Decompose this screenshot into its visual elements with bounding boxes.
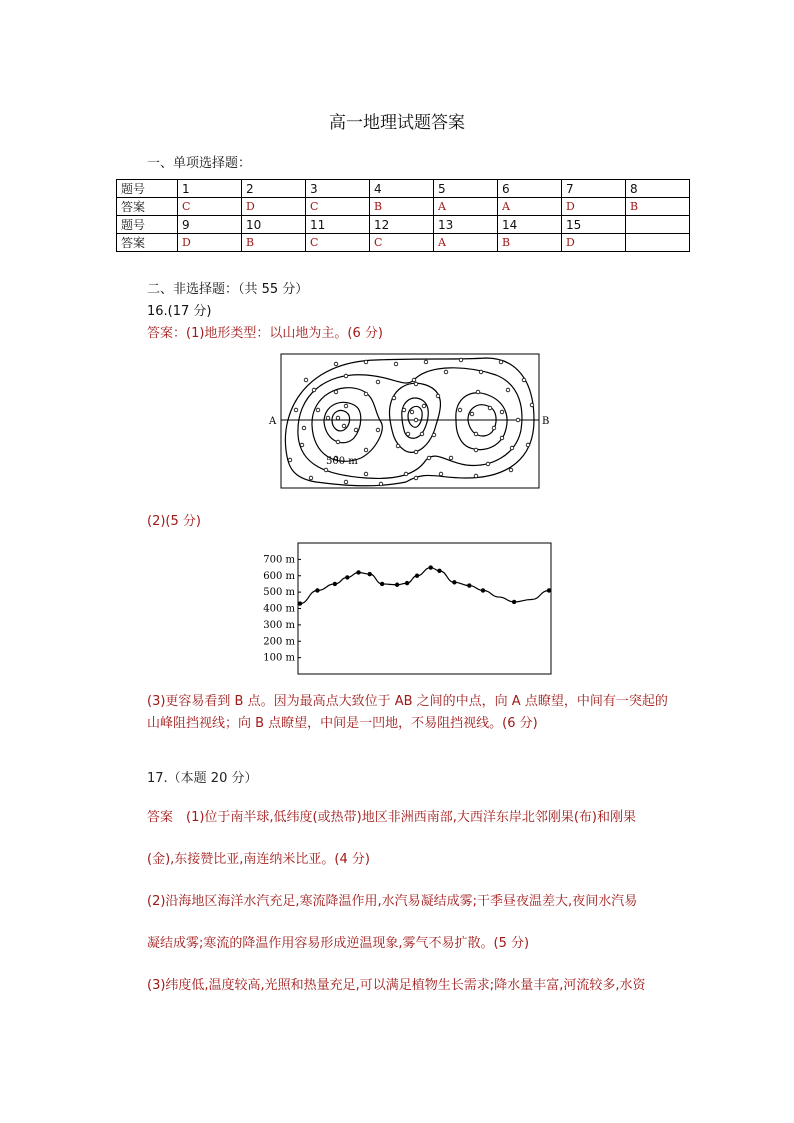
- contour-marker: [488, 406, 492, 410]
- contour-marker: [300, 443, 304, 447]
- section-heading-nonchoice: 二、非选择题：（共 55 分）: [147, 282, 309, 297]
- y-tick-label: 300 m: [263, 619, 295, 631]
- profile-chart: [262, 540, 554, 678]
- contour-marker: [414, 382, 418, 386]
- contour-marker: [439, 472, 443, 476]
- table-row-header: 答案: [117, 198, 178, 216]
- contour-marker: [412, 378, 416, 382]
- contour-marker: [394, 362, 398, 366]
- answer-cell: B: [626, 198, 690, 216]
- contour-marker: [334, 390, 338, 394]
- q17-p2-line2: 凝结成雾;寒流的降温作用容易形成逆温现象,雾气不易扩散。(5 分): [147, 936, 530, 951]
- contour-marker: [432, 433, 436, 437]
- profile-point: [368, 572, 372, 576]
- contour-marker: [392, 396, 396, 400]
- contour-marker: [376, 428, 380, 432]
- contour-marker: [414, 418, 418, 422]
- contour-marker: [404, 472, 408, 476]
- answer-cell: [626, 234, 690, 252]
- answer-cell: D: [562, 198, 626, 216]
- contour-marker: [304, 378, 308, 382]
- question-number-cell: 4: [370, 180, 434, 198]
- answer-cell: A: [434, 234, 498, 252]
- answer-cell: B: [498, 234, 562, 252]
- question-number-cell: 11: [306, 216, 370, 234]
- contour-marker: [474, 474, 478, 478]
- q17-heading: 17.（本题 20 分）: [147, 771, 258, 786]
- answer-table: [116, 179, 690, 252]
- contour-marker: [334, 362, 338, 366]
- profile-point: [405, 581, 409, 585]
- contour-marker: [379, 482, 383, 486]
- contour-marker: [459, 358, 463, 362]
- contour-marker: [492, 426, 496, 430]
- q16-answer-1: 答案：(1)地形类型：以山地为主。(6 分): [147, 326, 383, 341]
- question-number-cell: 1: [178, 180, 242, 198]
- answer-cell: C: [306, 234, 370, 252]
- q17-p2-line1: (2)沿海地区海洋水汽充足,寒流降温作用,水汽易凝结成雾;干季昼夜温差大,夜间水汽易: [147, 894, 638, 909]
- contour-marker: [522, 378, 526, 382]
- profile-point: [429, 565, 433, 569]
- contour-marker: [414, 450, 418, 454]
- contour-marker: [364, 448, 368, 452]
- contour-marker: [344, 404, 348, 408]
- question-number-cell: 3: [306, 180, 370, 198]
- contour-marker: [376, 380, 380, 384]
- q17-p1-line1: 答案 (1)位于南半球,低纬度(或热带)地区非洲西南部,大西洋东岸北邻刚果(布)和刚果: [147, 810, 636, 825]
- contour-marker: [309, 476, 313, 480]
- answer-cell: C: [178, 198, 242, 216]
- profile-point: [395, 583, 399, 587]
- answer-cell: C: [306, 198, 370, 216]
- question-number-cell: 10: [242, 216, 306, 234]
- answer-cell: D: [562, 234, 626, 252]
- contour-marker: [499, 360, 503, 364]
- profile-point: [512, 600, 516, 604]
- contour-marker: [396, 444, 400, 448]
- q17-p3-line1: (3)纬度低,温度较高,光照和热量充足,可以满足植物生长需求;降水量丰富,河流较多,水资: [147, 978, 646, 993]
- contour-marker: [406, 432, 410, 436]
- profile-point: [415, 574, 419, 578]
- table-row-header: 题号: [117, 216, 178, 234]
- profile-point: [315, 588, 319, 592]
- contour-marker: [444, 370, 448, 374]
- question-number-cell: 7: [562, 180, 626, 198]
- question-number-cell: 9: [178, 216, 242, 234]
- contour-marker: [344, 374, 348, 378]
- q16-answer-2: (2)(5 分): [147, 514, 201, 529]
- contour-marker: [326, 416, 330, 420]
- contour-label-500: 500 m: [326, 456, 358, 467]
- contour-marker: [474, 448, 478, 452]
- profile-series-line: [300, 568, 549, 604]
- y-tick-label: 100 m: [263, 652, 295, 664]
- q16-answer-3-line2: 山峰阻挡视线；向 B 点瞭望，中间是一凹地，不易阻挡视线。(6 分): [147, 716, 538, 731]
- profile-point: [380, 582, 384, 586]
- answer-cell: A: [434, 198, 498, 216]
- contour-marker: [302, 426, 306, 430]
- contour-marker: [436, 394, 440, 398]
- contour-marker: [427, 456, 431, 460]
- table-row-header: 答案: [117, 234, 178, 252]
- contour-marker: [486, 462, 490, 466]
- question-number-cell: 5: [434, 180, 498, 198]
- page-title: 高一地理试题答案: [329, 113, 465, 133]
- contour-marker: [506, 388, 510, 392]
- table-row-header: 题号: [117, 180, 178, 198]
- contour-lines: [285, 358, 534, 486]
- contour-marker: [420, 432, 424, 436]
- contour-marker: [364, 472, 368, 476]
- answer-cell: D: [178, 234, 242, 252]
- contour-marker: [414, 476, 418, 480]
- contour-marker: [516, 418, 520, 422]
- contour-marker: [424, 360, 428, 364]
- profile-point: [547, 588, 551, 592]
- contour-marker: [449, 456, 453, 460]
- answer-cell: A: [498, 198, 562, 216]
- y-tick-label: 400 m: [263, 603, 295, 615]
- question-number-cell: 15: [562, 216, 626, 234]
- contour-marker: [422, 404, 426, 408]
- contour-marker: [470, 412, 474, 416]
- contour-marker: [288, 458, 292, 462]
- contour-map: [266, 350, 550, 492]
- y-tick-label: 700 m: [263, 554, 295, 566]
- question-number-cell: 14: [498, 216, 562, 234]
- profile-point: [356, 570, 360, 574]
- contour-marker: [402, 408, 406, 412]
- y-tick-label: 200 m: [263, 636, 295, 648]
- contour-marker: [336, 440, 340, 444]
- contour-marker: [364, 392, 368, 396]
- q16-answer-3-line1: (3)更容易看到 B 点。因为最高点大致位于 AB 之间的中点，向 A 点瞭望，中间有一突起的: [147, 694, 668, 709]
- contour-marker: [500, 436, 504, 440]
- y-tick-label: 500 m: [263, 587, 295, 599]
- profile-point: [298, 601, 302, 605]
- question-number-cell: [626, 216, 690, 234]
- contour-marker: [510, 446, 514, 450]
- contour-marker: [476, 390, 480, 394]
- answer-cell: B: [242, 234, 306, 252]
- question-number-cell: 12: [370, 216, 434, 234]
- contour-marker: [364, 360, 368, 364]
- contour-marker: [410, 410, 414, 414]
- profile-point: [345, 575, 349, 579]
- table-row: [117, 180, 690, 198]
- answer-cell: B: [370, 198, 434, 216]
- contour-marker: [342, 424, 346, 428]
- map-label-a: A: [269, 416, 277, 427]
- table-row: [117, 234, 690, 252]
- answer-cell: C: [370, 234, 434, 252]
- q16-heading: 16.(17 分): [147, 304, 212, 319]
- contour-marker: [458, 408, 462, 412]
- profile-point: [467, 583, 471, 587]
- contour-marker: [316, 408, 320, 412]
- contour-marker: [479, 370, 483, 374]
- profile-point: [437, 569, 441, 573]
- chart-frame: [298, 543, 551, 674]
- profile-point: [452, 580, 456, 584]
- contour-marker: [312, 388, 316, 392]
- contour-marker: [474, 432, 478, 436]
- answer-cell: D: [242, 198, 306, 216]
- table-row: [117, 216, 690, 234]
- contour-marker: [526, 443, 530, 447]
- question-number-cell: 8: [626, 180, 690, 198]
- contour-marker: [324, 468, 328, 472]
- contour-marker: [294, 408, 298, 412]
- table-row: [117, 198, 690, 216]
- map-label-b: B: [542, 416, 550, 427]
- section-heading-choice: 一、单项选择题：: [147, 156, 252, 171]
- q17-p1-line2: (金),东接赞比亚,南连纳米比亚。(4 分): [147, 852, 370, 867]
- contour-marker: [336, 416, 340, 420]
- contour-marker: [509, 468, 513, 472]
- contour-marker: [500, 410, 504, 414]
- profile-point: [481, 588, 485, 592]
- profile-point: [333, 582, 337, 586]
- y-tick-label: 600 m: [263, 570, 295, 582]
- question-number-cell: 13: [434, 216, 498, 234]
- contour-marker: [344, 480, 348, 484]
- contour-marker: [354, 428, 358, 432]
- contour-marker: [530, 403, 534, 407]
- question-number-cell: 6: [498, 180, 562, 198]
- question-number-cell: 2: [242, 180, 306, 198]
